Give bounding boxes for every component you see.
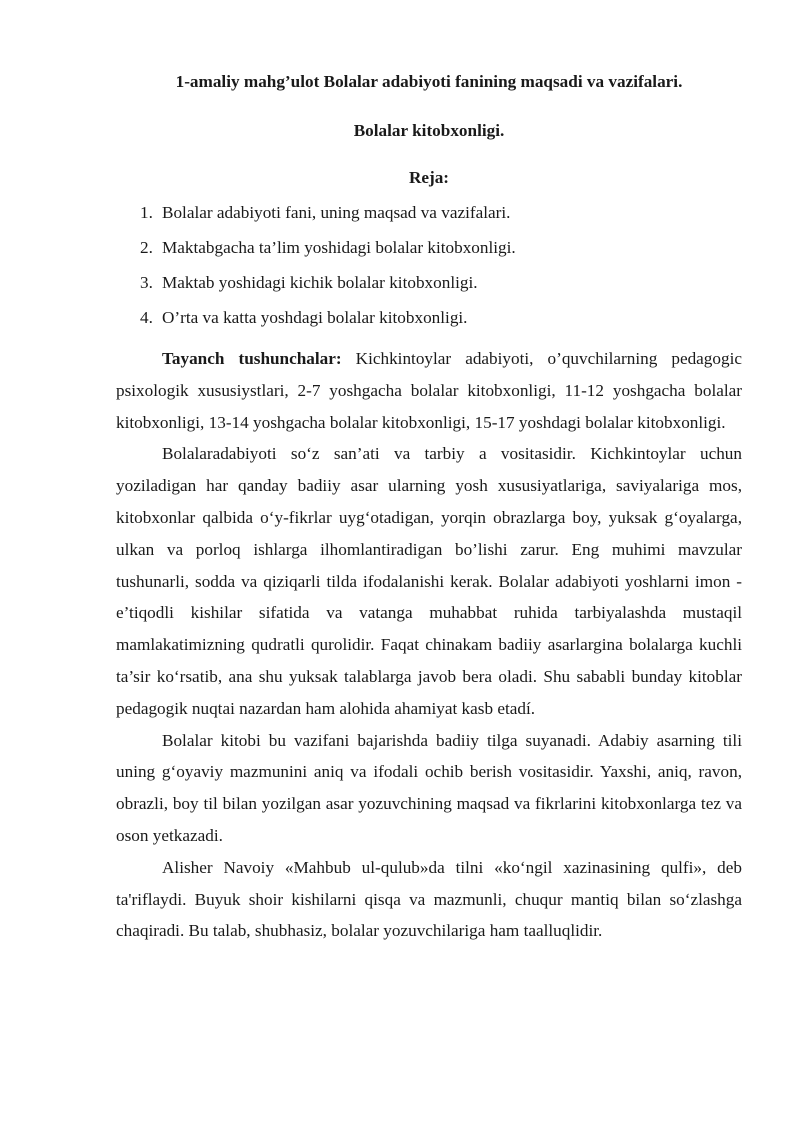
key-terms-label: Tayanch tushunchalar: xyxy=(162,349,342,369)
plan-item-number: 1. xyxy=(140,202,153,222)
body-paragraph: Bolalaradabiyoti so‘z san’ati va tarbiy a vositasidir. Kichkintoylar uchun yoziladigan har qanday badiiy asar ularning yosh xususiyatlariga, saviyalariga mos, kitobxonlar qalbida o‘y-fikrlar uyg‘otadigan, yorqin obrazlarga boy, yuksak g‘oyalarga, ulkan va porloq ishlarga ilhomlantiradigan bo’lishi zarur. Eng muhimi mavzular tushunarli, sodda va qiziqarli tilda ifodalanishi kerak. Bolalar adabiyoti yoshlarni imon -e’tiqodli kishilar sifatida va vatanga muhabbat ruhida tarbiyalashda mustaqil mamlakatimizning qudratli qurolidir. Faqat chinakam badiiy asarlargina bolalarga kuchli ta’sir ko‘rsatib, ana shu yuksak talablarga javob bera oladi. Shu sababli bunday kitoblar pedagogik nuqtai nazardan ham alohida ahamiyat kasb etadí. xyxy=(116,444,742,718)
plan-item-text: O’rta va katta yoshdagi bolalar kitobxonligi. xyxy=(162,308,468,328)
key-terms-text: Kichkintoylar adabiyoti, o’quvchilarning pedagogic psixologik xususiystlari, 2-7 yoshgacha bolalar kitobxonligi, 11-12 yoshgacha bolalar kitobxonligi, 13-14 yoshgacha bolalar kitobxonligi, 15-17 yoshdagi bolalar kitobxonligi. xyxy=(116,349,742,432)
plan-item-number: 2. xyxy=(140,237,153,257)
plan-heading: Reja: xyxy=(408,168,450,188)
plan-item xyxy=(140,308,742,329)
plan-item-text: Maktabgacha ta’lim yoshidagi bolalar kitobxonligi. xyxy=(162,237,516,257)
document-title: 1-amaliy mahg’ulot Bolalar adabiyoti fanining maqsadi va vazifalari. xyxy=(175,72,683,91)
key-terms-paragraph xyxy=(116,343,742,438)
plan-item-text: Maktab yoshidagi kichik bolalar kitobxonligi. xyxy=(162,272,478,292)
plan-list xyxy=(116,203,742,329)
plan-item xyxy=(140,237,742,259)
document-subtitle: Bolalar kitobxonligi. xyxy=(353,120,505,140)
plan-item-text: Bolalar adabiyoti fani, uning maqsad va vazifalari. xyxy=(162,202,511,222)
plan-item-number: 3. xyxy=(140,272,153,292)
plan-item-number: 4. xyxy=(140,308,153,328)
body-paragraph: Alisher Navoiy «Mahbub ul-qulub»da tilni «ko‘ngil xazinasining qulfi», deb ta'riflaydi. Buyuk shoir kishilarni qisqa va mazmunli, chuqur mantiq bilan so‘zlashga chaqiradi. Bu talab, shubhasiz, bolalar yozuvchilariga ham taalluqlidir. xyxy=(116,857,742,941)
plan-item xyxy=(140,272,742,294)
plan-item xyxy=(140,202,742,224)
document-content xyxy=(116,72,742,947)
body-paragraph: Bolalar kitobi bu vazifani bajarishda badiiy tilga suyanadi. Adabiy asarning tili uning g‘oyaviy mazmunini aniq va ifodali ochib berish vositasidir. Yaxshi, aniq, ravon, obrazli, boy til bilan yozilgan asar yozuvchining maqsad va fikrlarini kitobxonlarga tez va oson yetkazadi. xyxy=(116,730,742,845)
